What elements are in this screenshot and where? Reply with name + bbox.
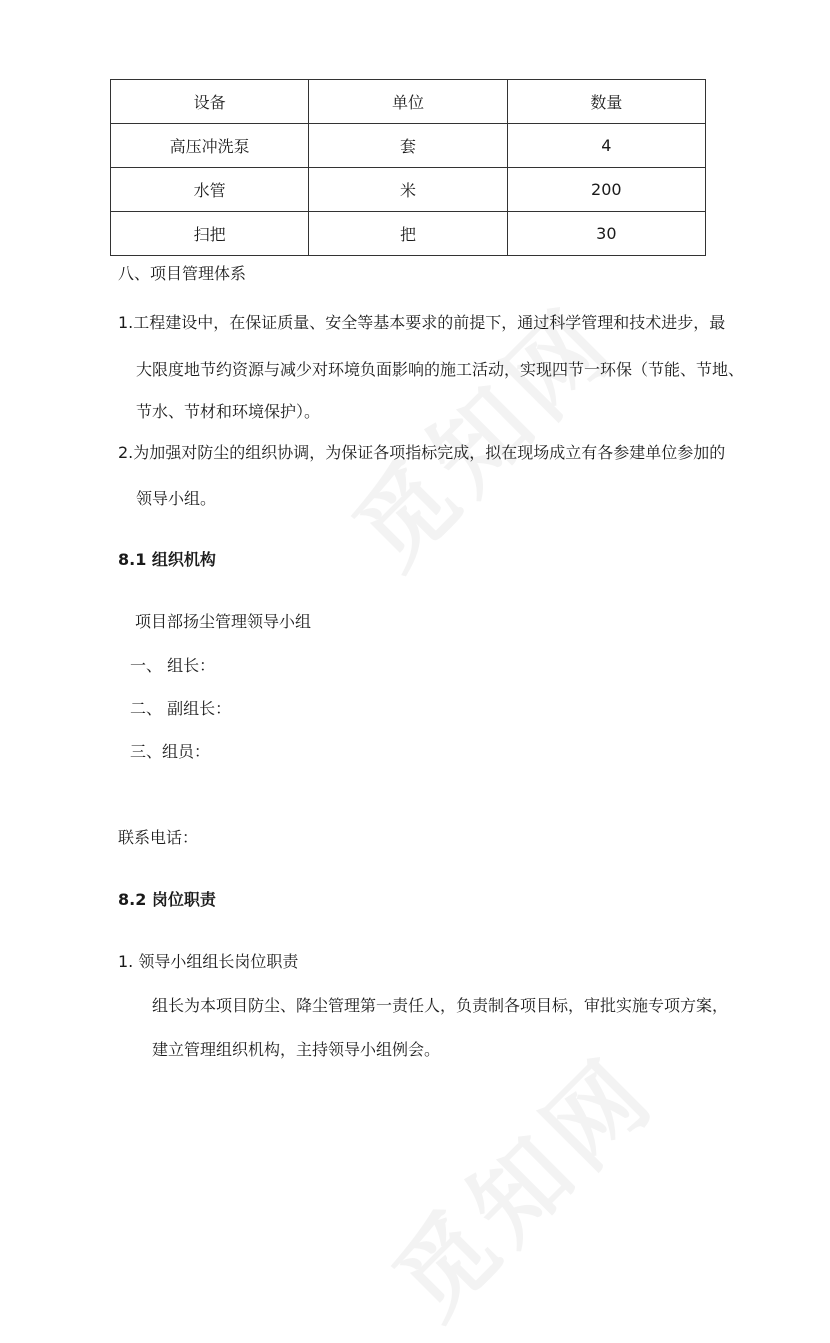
- role-leader: 一、 组长：: [130, 656, 216, 675]
- table-cell: 4: [507, 124, 705, 168]
- watermark: [319, 199, 701, 581]
- section-title: 八、项目管理体系: [118, 264, 247, 283]
- table-cell: 把: [309, 212, 507, 256]
- paragraph-line: 2.为加强对防尘的组织协调，为保证各项指标完成，拟在现场成立有各参建单位参加的: [118, 443, 726, 462]
- paragraph-line: 1.工程建设中，在保证质量、安全等基本要求的前提下，通过科学管理和技术进步，最: [118, 313, 726, 332]
- table-row: [111, 124, 706, 168]
- paragraph-line: 大限度地节约资源与减少对环境负面影响的施工活动，实现四节一环保（节能、节地、: [136, 360, 745, 379]
- table-row: [111, 168, 706, 212]
- equipment-table: [110, 79, 706, 256]
- table-header-cell: 数量: [507, 80, 705, 124]
- heading-8-1: 8.1 组织机构: [118, 550, 216, 569]
- heading-8-2: 8.2 岗位职责: [118, 890, 216, 909]
- table-cell: 高压冲洗泵: [111, 124, 309, 168]
- table-cell: 200: [507, 168, 705, 212]
- group-name: 项目部扬尘管理领导小组: [135, 612, 312, 631]
- paragraph-line: 建立管理组织机构，主持领导小组例会。: [152, 1040, 441, 1059]
- table-cell: 米: [309, 168, 507, 212]
- role-members: 三、组员：: [130, 742, 211, 761]
- table-cell: 水管: [111, 168, 309, 212]
- paragraph-line: 组长为本项目防尘、降尘管理第一责任人，负责制各项目标，审批实施专项方案，: [152, 996, 729, 1015]
- contact-phone: 联系电话：: [118, 828, 199, 847]
- table-header-row: [111, 80, 706, 124]
- table-cell: 套: [309, 124, 507, 168]
- duty-item-title: 1. 领导小组组长岗位职责: [118, 952, 299, 971]
- paragraph-line: 节水、节材和环境保护）。: [136, 402, 321, 421]
- table-row: [111, 212, 706, 256]
- role-deputy: 二、 副组长：: [130, 699, 232, 718]
- table-header-cell: 设备: [111, 80, 309, 124]
- table-cell: 30: [507, 212, 705, 256]
- table-cell: 扫把: [111, 212, 309, 256]
- table-header-cell: 单位: [309, 80, 507, 124]
- paragraph-line: 领导小组。: [136, 489, 217, 508]
